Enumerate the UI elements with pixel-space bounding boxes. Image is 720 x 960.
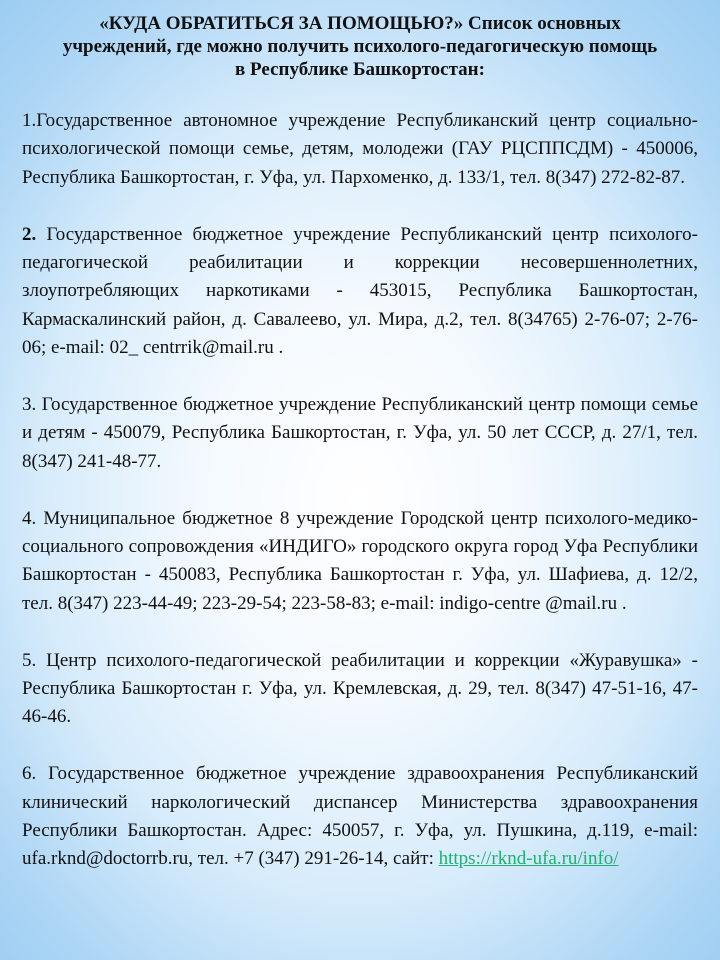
title-line-3: в Республике Башкортостан: [235,59,485,80]
entry-6 [22,760,698,874]
entry-text: Государственное бюджетное учреждение Республиканский центр психолого-педагогической реабилитации и коррекции несовершеннолетних, злоупотребляющих наркотиками - 453015, Республика Башкортостан, Кармаскалинский район, д. Савалеево, ул. Мира, д.2, тел. 8(34765) 2-76-07; 2-76-06; e-mail: 02_ centrrik@mail.ru . [22,223,698,359]
entry-2 [22,221,698,363]
entry-number: 6. [22,763,37,785]
entry-text: Центр психолого-педагогической реабилитации и коррекции «Журавушка» - Республика Башкортостан г. Уфа, ул. Кремлевская, д. 29, тел. 8(347) 47-51-16, 47-46-46. [22,649,698,728]
title-line-2: учреждений, где можно получить психолого-педагогическую помощь [62,36,658,57]
document-title [22,12,698,81]
entry-text: Муниципальное бюджетное 8 учреждение Городской центр психолого-медико-социального сопровождения «ИНДИГО» городского округа город Уфа Республики Башкортостан - 450083, Республика Башкортостан г. Уфа, ул. Шафиева, д. 12/2, тел. 8(347) 223-44-49; 223-29-54; 223-58-83; e-mail: indigo-centre @mail.ru . [22,507,698,614]
website-link[interactable]: https://rknd-ufa.ru/info/ [438,848,619,870]
entry-text: Государственное бюджетное учреждение Республиканский центр помощи семье и детям - 450079, Республика Башкортостан, г. Уфа, ул. 50 лет СССР, д. 27/1, тел. 8(347) 241-48-77. [22,394,698,472]
entry-3 [22,391,698,476]
entry-text: Государственное автономное учреждение Республиканский центр социально-психологической помощи семье, детям, молодежи (ГАУ РЦСППСДМ) - 450006, Республика Башкортостан, г. Уфа, ул. Пархоменко, д. 133/1, тел. 8(347) 272-82-87. [22,110,698,188]
entry-number: 3. [22,394,37,416]
entry-4 [22,505,698,619]
entry-number: 1. [22,110,37,131]
entry-number: 4. [22,507,37,529]
entry-1 [22,107,698,192]
entry-number: 2. [22,223,37,245]
entry-5 [22,647,698,732]
entry-text: Государственное бюджетное учреждение здравоохранения Республиканский клинический наркологический диспансер Министерства здравоохранения Республики Башкортостан. Адрес: 450057, г. Уфа, ул. Пушкина, д.119, e-mail: ufa.rknd@doctorrb.ru, тел. +7 (347) 291-26-14, сайт: [22,763,698,870]
title-line-1: «КУДА ОБРАТИТЬСЯ ЗА ПОМОЩЬЮ?» Список основных [99,13,621,34]
entry-number: 5. [22,649,37,671]
